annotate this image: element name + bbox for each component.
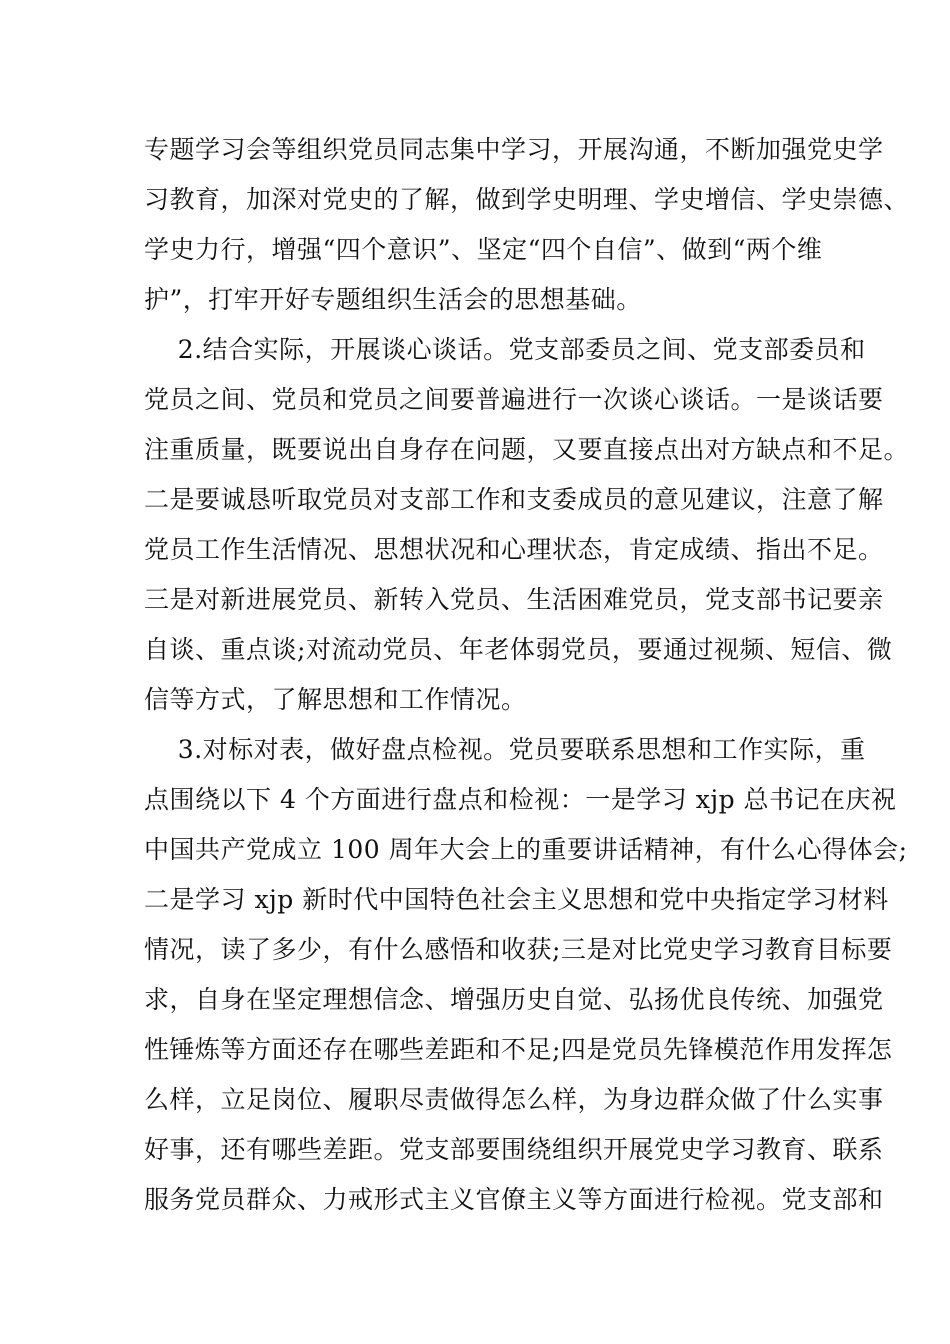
text-line: 护”，打牢开好专题组织生活会的思想基础。 [144, 285, 642, 314]
text-line: 3.对标对表，做好盘点检视。党员要联系思想和工作实际，重 [144, 735, 866, 764]
text-line: 专题学习会等组织党员同志集中学习，开展沟通，不断加强党史学 [144, 135, 884, 164]
text-line: 习教育，加深对党史的了解，做到学史明理、学史增信、学史崇德、 [144, 185, 910, 214]
text-line: 党员工作生活情况、思想状况和心理状态，肯定成绩、指出不足。 [144, 535, 884, 564]
text-line: 二是要诚恳听取党员对支部工作和支委成员的意见建议，注意了解 [144, 485, 884, 514]
text-line: 好事，还有哪些差距。党支部要围绕组织开展党史学习教育、联系 [144, 1135, 884, 1164]
text-line: 么样，立足岗位、履职尽责做得怎么样，为身边群众做了什么实事 [144, 1085, 884, 1114]
text-line: 党员之间、党员和党员之间要普遍进行一次谈心谈话。一是谈话要 [144, 385, 884, 414]
text-line: 点围绕以下 4 个方面进行盘点和检视：一是学习 xjp 总书记在庆祝 [144, 785, 897, 814]
text-line: 情况，读了多少，有什么感悟和收获;三是对比党史学习教育目标要 [144, 935, 893, 964]
text-line: 三是对新进展党员、新转入党员、生活困难党员，党支部书记要亲 [144, 585, 884, 614]
text-line: 性锤炼等方面还存在哪些差距和不足;四是党员先锋模范作用发挥怎 [144, 1035, 893, 1064]
text-line: 求，自身在坚定理想信念、增强历史自觉、弘扬优良传统、加强党 [144, 985, 884, 1014]
text-line: 2.结合实际，开展谈心谈话。党支部委员之间、党支部委员和 [144, 335, 866, 364]
text-line: 服务党员群众、力戒形式主义官僚主义等方面进行检视。党支部和 [144, 1185, 884, 1214]
text-line: 信等方式，了解思想和工作情况。 [144, 685, 527, 714]
text-line: 中国共产党成立 100 周年大会上的重要讲话精神，有什么心得体会; [144, 835, 908, 864]
text-line: 学史力行，增强“四个意识”、坚定“四个自信”、做到“两个维 [144, 235, 823, 264]
text-line: 自谈、重点谈;对流动党员、年老体弱党员，要通过视频、短信、微 [144, 635, 893, 664]
text-line: 注重质量，既要说出自身存在问题，又要直接点出对方缺点和不足。 [144, 435, 910, 464]
text-line: 二是学习 xjp 新时代中国特色社会主义思想和党中央指定学习材料 [144, 885, 889, 914]
